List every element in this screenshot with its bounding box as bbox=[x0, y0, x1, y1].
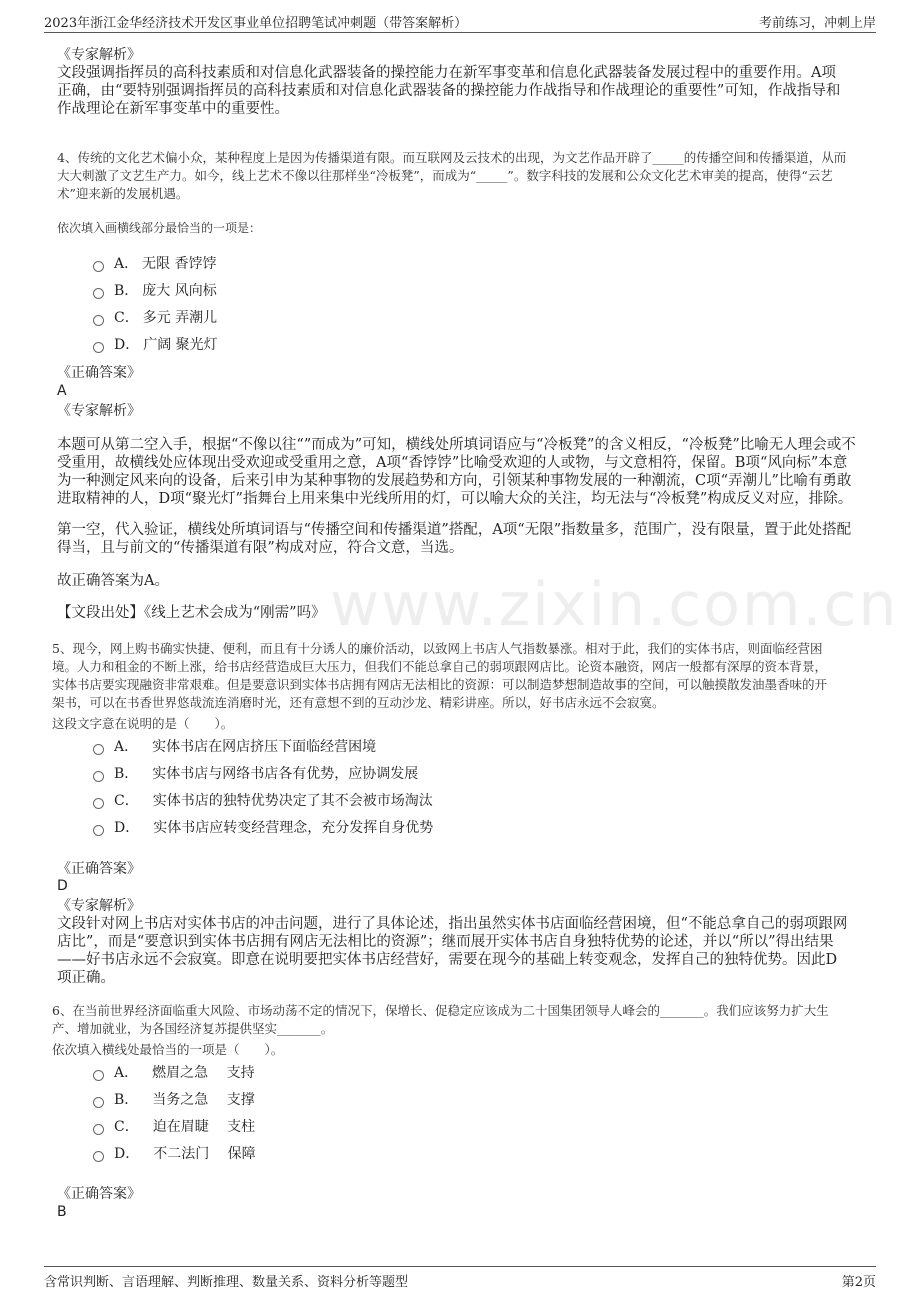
page-header bbox=[44, 10, 876, 33]
analysis-line: 正确，由“要特别强调指挥员的高科技素质和对信息化武器装备的操控能力作战指导和作战理论的重要性”可知，作战指导和 bbox=[57, 83, 841, 99]
stem-line: 术”迎来新的发展机遇。 bbox=[57, 186, 189, 201]
q4-option-b[interactable] bbox=[93, 280, 217, 300]
q4-instruction: 依次填入画横线部分最恰当的一项是： bbox=[57, 221, 262, 235]
analysis-line: 为一种测定风来向的设备，后来引申为某种事物的发展趋势和方向，引领某种事物发展的一种潮流，C项“弄潮儿”比喻有勇敢 bbox=[57, 473, 852, 489]
q6-option-c[interactable] bbox=[93, 1116, 255, 1136]
q5-instruction: 这段文字意在说明的是（ ）。 bbox=[52, 716, 234, 731]
q4-analysis-p3: 故正确答案为A。 bbox=[57, 573, 169, 589]
q4-stem bbox=[57, 149, 872, 203]
radio-icon[interactable] bbox=[93, 1097, 104, 1108]
option-label: A． bbox=[114, 739, 139, 755]
option-text: 实体书店应转变经营理念，充分发挥自身优势 bbox=[153, 820, 434, 836]
analysis-line: 文段针对网上书店对实体书店的冲击问题，进行了具体论述，指出虽然实体书店面临经营困境，但“不能总拿自己的弱项跟网 bbox=[57, 916, 848, 932]
option-label: C． bbox=[114, 793, 139, 809]
option-label: D． bbox=[114, 337, 140, 353]
option-text: 多元 弄潮儿 bbox=[142, 310, 218, 326]
q5-expert-label: 《专家解析》 bbox=[57, 898, 141, 914]
analysis-line: 得当，且与前文的“传播渠道有限”构成对应，符合文意，当选。 bbox=[57, 540, 464, 556]
option-label: C． bbox=[114, 1119, 139, 1135]
option-text: 不二法门 保障 bbox=[153, 1146, 256, 1162]
q4-answer: A bbox=[57, 383, 67, 399]
stem-line: 5、现今，网上购书确实快捷、便利，而且有十分诱人的廉价活动，以致网上书店人气指数暴涨。相对于此，我们的实体书店，则面临经营困 bbox=[52, 641, 823, 656]
option-label: C． bbox=[114, 310, 139, 326]
q3-expert-label: 《专家解析》 bbox=[57, 47, 141, 63]
header-slogan: 考前练习，冲刺上岸 bbox=[758, 16, 876, 31]
stem-line: 4、传统的文化艺术偏小众，某种程度上是因为传播渠道有限。而互联网及云技术的出现，为文艺作品开辟了_____的传播空间和传播渠道，从而 bbox=[57, 150, 847, 165]
radio-icon[interactable] bbox=[93, 342, 104, 353]
option-label: D． bbox=[114, 1146, 140, 1162]
radio-icon[interactable] bbox=[93, 288, 104, 299]
q6-answer: B bbox=[57, 1204, 67, 1220]
q4-analysis-p2 bbox=[57, 521, 863, 557]
stem-line: 产、增加就业，为各国经济复苏提供坚实_______。 bbox=[52, 1021, 334, 1036]
q4-option-d[interactable] bbox=[93, 334, 218, 354]
option-text: 燃眉之急 支持 bbox=[152, 1065, 255, 1081]
q5-option-b[interactable] bbox=[93, 763, 418, 783]
option-label: D． bbox=[114, 820, 140, 836]
radio-icon[interactable] bbox=[93, 1151, 104, 1162]
stem-line: 架书，可以在书香世界悠哉流连消磨时光，还有意想不到的互动沙龙、精彩讲座。所以，好书店永远不会寂寞。 bbox=[52, 695, 665, 710]
q5-stem bbox=[52, 640, 872, 712]
q4-option-c[interactable] bbox=[93, 307, 217, 327]
radio-icon[interactable] bbox=[93, 744, 104, 755]
q4-source: 【文段出处】《线上艺术会成为“刚需”吗》 bbox=[57, 605, 326, 621]
q5-option-d[interactable] bbox=[93, 817, 433, 837]
radio-icon[interactable] bbox=[93, 315, 104, 326]
page-number: 第2页 bbox=[841, 1275, 876, 1290]
q5-option-a[interactable] bbox=[93, 736, 376, 756]
option-text: 庞大 风向标 bbox=[142, 283, 217, 299]
radio-icon[interactable] bbox=[93, 798, 104, 809]
option-label: B． bbox=[114, 766, 139, 782]
q4-expert-label: 《专家解析》 bbox=[57, 403, 141, 419]
stem-line: 6、在当前世界经济面临重大风险、市场动荡不定的情况下，保增长、促稳定应该成为二十国集团领导人峰会的_______。我们应该努力扩大生 bbox=[52, 1003, 829, 1018]
option-text: 实体书店在网店挤压下面临经营困境 bbox=[152, 739, 377, 755]
radio-icon[interactable] bbox=[93, 1070, 104, 1081]
option-text: 实体书店的独特优势决定了其不会被市场淘汰 bbox=[152, 793, 433, 809]
q6-stem bbox=[52, 1002, 872, 1038]
option-label: B． bbox=[114, 283, 139, 299]
analysis-line: 受重用，故横线处应体现出受欢迎或受重用之意，A项“香饽饽”比喻受欢迎的人或物，与文意相符，保留。B项“风向标”本意 bbox=[57, 455, 848, 471]
option-label: A． bbox=[114, 256, 139, 272]
stem-line: 实体书店要实现融资非常艰难。但是要意识到实体书店拥有网店无法相比的资源：可以制造梦想制造故事的空间，可以触摸散发油墨香味的开 bbox=[52, 677, 828, 692]
analysis-line: 本题可从第二空入手，根据“不像以往“”而成为”可知，横线处所填词语应与“冷板凳”的含义相反，“冷板凳”比喻无人理会或不 bbox=[57, 437, 856, 453]
q5-option-c[interactable] bbox=[93, 790, 433, 810]
footer-description: 含常识判断、言语理解、判断推理、数量关系、资料分析等题型 bbox=[44, 1275, 409, 1290]
radio-icon[interactable] bbox=[93, 1124, 104, 1135]
analysis-line: ——好书店永远不会寂寞。即意在说明要把实体书店经营好，需要在现今的基础上转变观念，发挥自己的独特优势。因此D bbox=[57, 952, 838, 968]
q5-answer-label: 《正确答案》 bbox=[57, 861, 141, 877]
radio-icon[interactable] bbox=[93, 261, 104, 272]
analysis-line: 项正确。 bbox=[57, 970, 115, 986]
q5-analysis bbox=[57, 915, 863, 987]
option-text: 广阔 聚光灯 bbox=[143, 337, 218, 353]
option-text: 迫在眉睫 支柱 bbox=[152, 1119, 256, 1135]
analysis-line: 第一空，代入验证，横线处所填词语与“传播空间和传播渠道”搭配，A项“无限”指数量多，范围广，没有限量，置于此处搭配 bbox=[57, 522, 852, 538]
q3-analysis bbox=[57, 64, 863, 118]
option-text: 当务之急 支撑 bbox=[152, 1092, 255, 1108]
analysis-line: 文段强调指挥员的高科技素质和对信息化武器装备的操控能力在新军事变革和信息化武器装备发展过程中的重要作用。A项 bbox=[57, 65, 836, 81]
option-label: B． bbox=[114, 1092, 139, 1108]
page-footer bbox=[44, 1266, 876, 1293]
q6-option-b[interactable] bbox=[93, 1089, 255, 1109]
radio-icon[interactable] bbox=[93, 771, 104, 782]
watermark: www.zixin.com.cn bbox=[330, 570, 899, 640]
q4-analysis-p1 bbox=[57, 436, 863, 508]
analysis-line: 进取精神的人，D项“聚光灯”指舞台上用来集中光线所用的灯，可以喻大众的关注，均无法与“冷板凳”构成反义对应，排除。 bbox=[57, 491, 853, 507]
analysis-line: 作战理论在新军事变革中的重要性。 bbox=[57, 101, 289, 117]
q4-option-a[interactable] bbox=[93, 253, 217, 273]
q6-instruction: 依次填入横线处最恰当的一项是（ ）。 bbox=[52, 1042, 284, 1057]
option-text: 无限 香饽饽 bbox=[142, 256, 217, 272]
q5-answer: D bbox=[57, 878, 68, 894]
option-text: 实体书店与网络书店各有优势，应协调发展 bbox=[152, 766, 419, 782]
stem-line: 大大刺激了文艺生产力。如今，线上艺术不像以往那样坐“冷板凳”，而成为“_____”。数字科技的发展和公众文化艺术审美的提高，使得“云艺 bbox=[57, 168, 833, 183]
radio-icon[interactable] bbox=[93, 825, 104, 836]
q6-answer-label: 《正确答案》 bbox=[57, 1186, 141, 1202]
analysis-line: 店比”，而是“要意识到实体书店拥有网店无法相比的资源”；继而展开实体书店自身独特优势的论述，并以“所以”得出结果 bbox=[57, 934, 834, 950]
q6-option-a[interactable] bbox=[93, 1062, 255, 1082]
document-title: 2023年浙江金华经济技术开发区事业单位招聘笔试冲刺题（带答案解析） bbox=[44, 16, 468, 31]
stem-line: 境。人力和租金的不断上涨，给书店经营造成巨大压力，但我们不能总拿自己的弱项跟网店比。论资本融资，网店一般都有深厚的资本背景， bbox=[52, 659, 828, 674]
option-label: A． bbox=[114, 1065, 139, 1081]
q6-option-d[interactable] bbox=[93, 1143, 256, 1163]
q4-answer-label: 《正确答案》 bbox=[57, 365, 141, 381]
